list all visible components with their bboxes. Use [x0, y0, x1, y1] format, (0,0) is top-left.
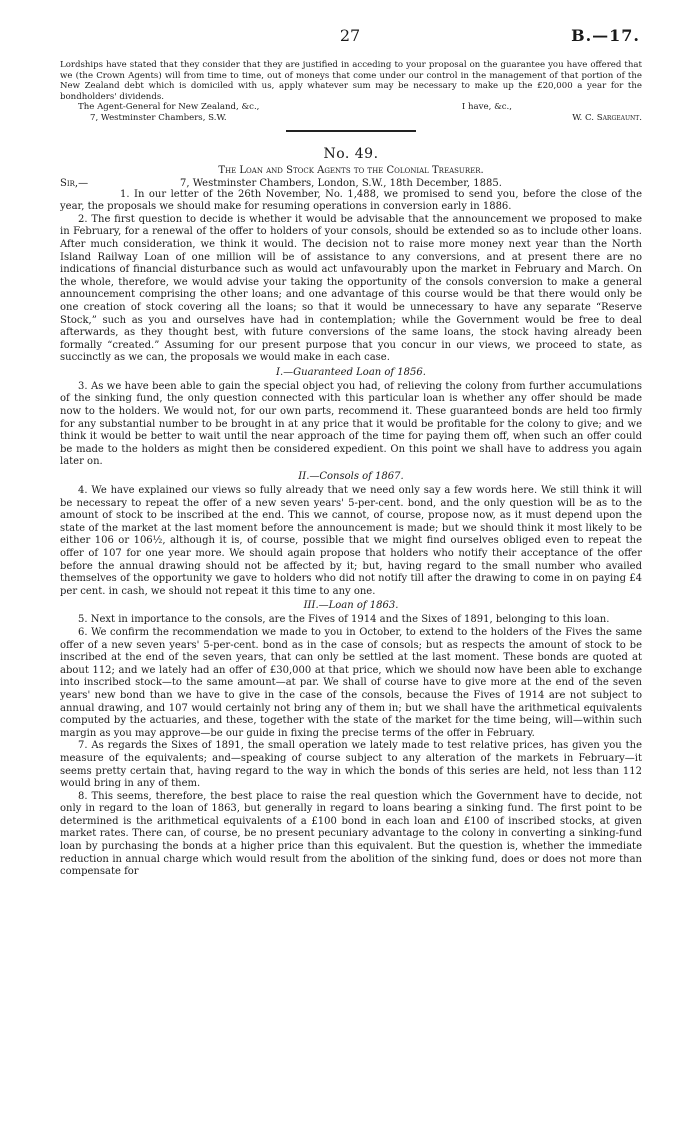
section-heading-2: II.—Consols of 1867. — [298, 471, 404, 483]
address-date: 7, Westminster Chambers, London, S.W., 18th December, 1885. — [180, 177, 502, 189]
salutation: Sir,— — [60, 177, 89, 189]
paragraph-4: 4. We have explained our views so fully already that we need only say a few words here. We still think it will be necessary to repeat the offer of a new seven years' 5-per-cent. bond, and the only question will be as to the amount of stock to be inscribed at the end. This we cannot, of course, propose now, as it must depend upon the state of the market at the last moment before the announcement is made; but we should think it most likely to be either 106 or 106½, although it is, of course, possible that we might find ourselves obliged even to repeat the offer of 107 for one year more. We should again propose that holders who notify their acceptance of the offer before the annual drawing should not be affected by it; but, having regard to the small number who availed themselves of the opportunity we gave to holders who did not notify till after the drawing to come in on paying £4 per cent. in cash, we should not repeat it this time to any one. — [60, 485, 642, 597]
letter-number: No. 49. — [323, 145, 379, 162]
letter-49 — [60, 146, 642, 879]
previous-letter-address-row — [60, 113, 642, 124]
paragraph-1: 1. In our letter of the 26th November, No. 1,488, we promised to send you, before the close of the year, the proposals we should make for resuming operations in conversion early in 1886. — [60, 188, 642, 213]
paragraph-2: 2. The first question to decide is whether it would be advisable that the announcement we proposed to make in February, for a renewal of the offer to holders of your consols, should be extended so as to include other loans. After much consideration, we think it would. The decision not to raise more money next year than the North Island Railway Loan of one million will be of assistance to any conversions, and at present there are no indications of financial disturbance such as would act unfavourably upon the market in February and March. On the whole, therefore, we would advise your taking the opportunity of the consols conversion to make a general announcement comprising the other loans; and one advantage of this course would be that there would only be one creation of stock covering all the loans; so that it would be unnecessary to have any separate “Reserve Stock,” such as you and ourselves have had in contemplation; while the Government would be free to deal afterwards, as they thought best, with future conversions of the same loans, the stock having already been formally “created.” Assuming for our present purpose that you concur in our views, we proceed to state, as succinctly as we can, the proposals we would make in each case. — [60, 213, 642, 364]
paragraph-5: 5. Next in importance to the consols, are the Fives of 1914 and the Sixes of 1891, belonging to this loan. — [78, 614, 610, 626]
document-reference: B.—17. — [571, 26, 640, 45]
previous-letter — [60, 60, 642, 132]
previous-letter-signature: W. C. Sargeaunt. — [572, 112, 642, 123]
previous-letter-sign-row — [60, 102, 642, 113]
paragraph-7: 7. As regards the Sixes of 1891, the small operation we lately made to test relative prices, has given you the measure of the equivalents; and—speaking of course subject to any alteration of the markets in February—it seems pretty certain that, having regard to the way in which the bonds of this series are held, not less than 112 would bring in any of them. — [60, 740, 642, 790]
paragraph-6: 6. We confirm the recommendation we made to you in October, to extend to the holders of the Fives the same offer of a new seven years' 5-per-cent. bond as in the case of consols; but as respects the amount of stock to be inscribed at the end of the seven years, that can only be settled at the last moment. These bonds are quoted at about 112; and we lately had an offer of £30,000 at that price, which we should now have been able to exchange into inscribed stock—to the same amount—at par. We shall of course have to give more at the end of the seven years' new bond than we have to give in the case of the consols, because the Fives of 1914 are not subject to annual drawing, and 107 would certainly not bring any of them in; but we shall have the arithmetical equivalents computed by the actuaries, and these, together with the state of the market for the time being, will—within such margin as you may approve—be our guide in fixing the precise terms of the offer in February. — [60, 626, 642, 739]
letter-from: The Loan and Stock Agents to the Colonial Treasurer. — [218, 164, 484, 176]
section-heading-3: III.—Loan of 1863. — [303, 600, 399, 612]
previous-letter-recipient: The Agent-General for New Zealand, &c., — [78, 102, 260, 113]
previous-letter-text: Lordships have stated that they consider that they are justified in acceding to your proposal on the guarantee you have offered that we (the Crown Agents) will from time to time, out of moneys that come under our control in the management of that portion of the New Zealand debt which is domiciled with us, apply whatever sum may be necessary to make up the £20,000 a year for the bondholders' dividends. — [60, 60, 642, 102]
salutation-line — [60, 178, 642, 189]
previous-letter-address: 7, Westminster Chambers, S.W. — [90, 112, 227, 123]
page-number: 27 — [339, 26, 361, 45]
document-body — [60, 60, 642, 879]
paragraph-3: 3. As we have been able to gain the special object you had, of relieving the colony from further accumulations of the sinking fund, the only question connected with this particular loan is whether any offer should be made now to the holders. We would not, for our own parts, recommend it. These guaranteed bonds are held too firmly for any substantial number to be brought in at any price that it would be profitable for the colony to give; and we think it would be better to wait until the near approach of the time for paying them off, when such an offer could be made to the holders as might then be considered expedient. On this point we shall have to address you again later on. — [60, 380, 642, 468]
section-divider — [286, 130, 416, 132]
page-header — [60, 26, 640, 50]
paragraph-8: 8. This seems, therefore, the best place to raise the real question which the Government have to decide, not only in regard to the loan of 1863, but generally in regard to loans bearing a sinking fund. The first point to be determined is the arithmetical equivalents of a £100 bond in each loan and £100 of inscribed stocks, at given market rates. There can, of course, be no present pecuniary advantage to the colony in converting a sinking-fund loan by purchasing the bonds at a higher price than this equivalent. But the question is, whether the immediate reduction in annual charge which would result from the abolition of the sinking fund, does or does not more than compensate for — [60, 790, 642, 878]
section-heading-1: I.—Guaranteed Loan of 1856. — [276, 366, 426, 378]
previous-letter-closing: I have, &c., — [461, 102, 512, 113]
